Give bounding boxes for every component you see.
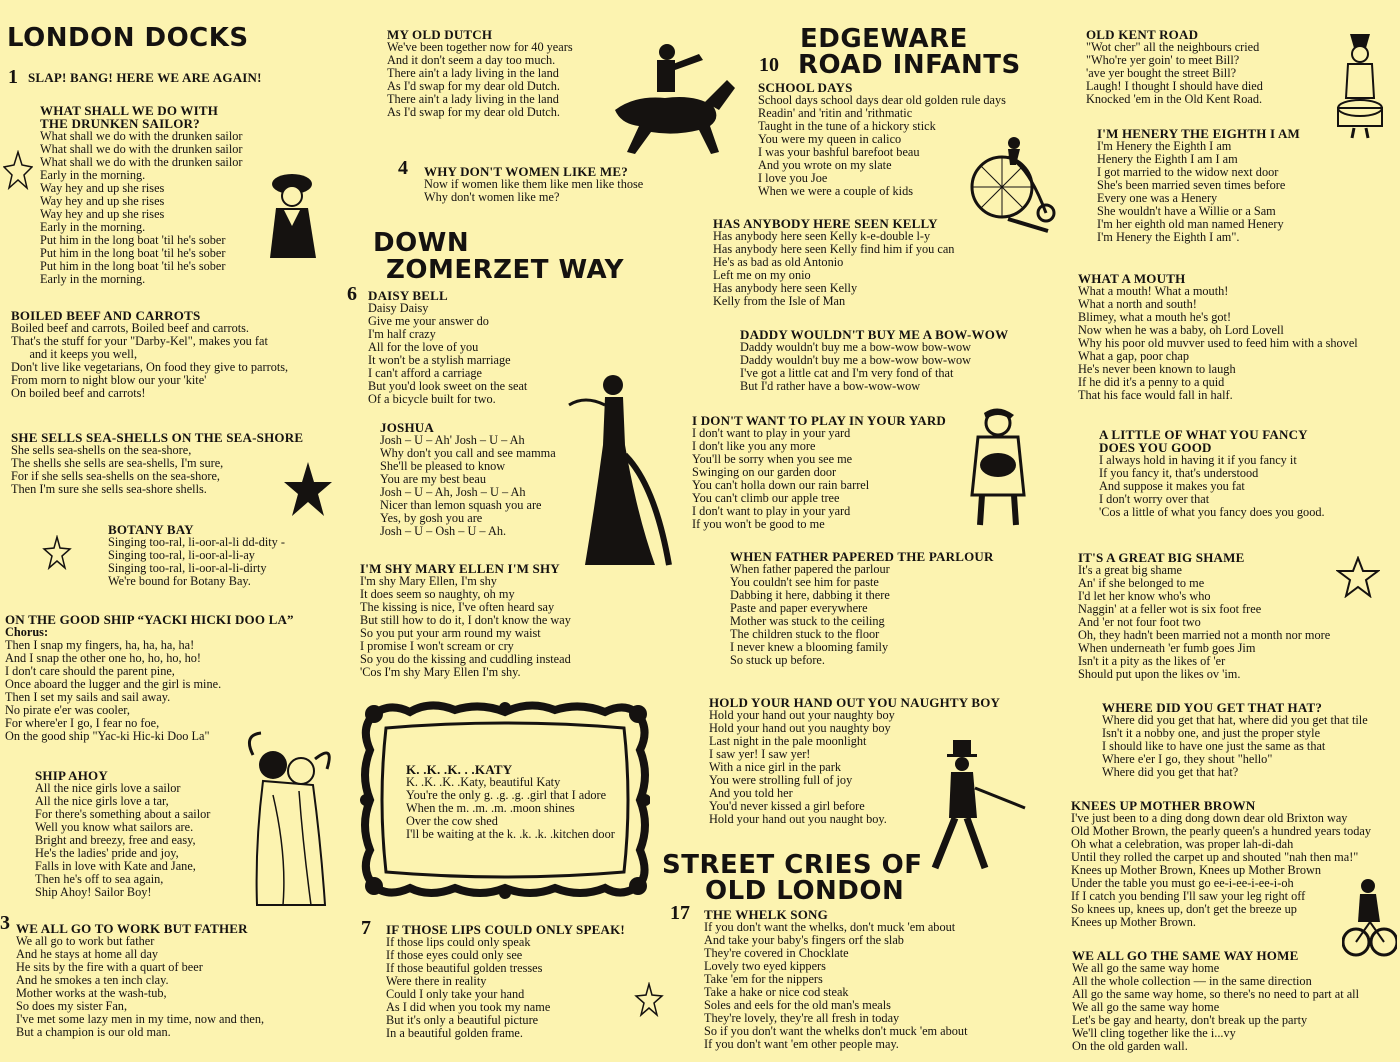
- song-title: HAS ANYBODY HERE SEEN KELLY: [713, 216, 938, 231]
- title-street-cries: STREET CRIES OF: [662, 850, 923, 880]
- lyric-line: All the whole collection — in the same direction: [1072, 974, 1312, 988]
- lyric-line: For where'er I go, I fear no foe,: [5, 716, 160, 730]
- lyric-line: Until they rolled the carpet up and shouted "nah then ma!": [1071, 850, 1359, 864]
- lyric-line: If those lips could only speak: [386, 935, 531, 949]
- lyric-line: All the nice girls love a tar,: [35, 794, 169, 808]
- lyric-line: And it don't seem a day too much.: [387, 53, 556, 67]
- lyric-line: Falls in love with Kate and Jane,: [35, 859, 196, 873]
- lyric-line: 'Cos I'm shy Mary Ellen I'm shy.: [360, 665, 521, 679]
- lyric-line: You can't holla down our rain barrel: [692, 478, 870, 492]
- lyric-line: Now when he was a baby, oh Lord Lovell: [1078, 323, 1284, 337]
- lyric-line: Of a bicycle built for two.: [368, 392, 496, 406]
- lyric-line: It's a great big shame: [1078, 563, 1182, 577]
- song-title: DADDY WOULDN'T BUY ME A BOW-WOW: [740, 327, 1009, 342]
- lyric-line: I don't care should the parent pine,: [5, 664, 175, 678]
- song-same-way: [1072, 949, 1359, 1053]
- song-kent-road: [1086, 28, 1263, 106]
- section-number: 7: [361, 917, 371, 939]
- lyric-line: I saw yer! I saw yer!: [709, 747, 811, 761]
- song-those-lips: [386, 923, 625, 1040]
- chorus-label: Chorus:: [5, 625, 49, 639]
- star-icon: [1336, 556, 1380, 598]
- lyric-line: I got married to the widow next door: [1097, 165, 1279, 179]
- lyric-line: When we were a couple of kids: [758, 184, 914, 198]
- lyric-line: What a mouth! What a mouth!: [1078, 284, 1229, 298]
- lyric-line: I always hold in having it if you fancy it: [1099, 453, 1297, 467]
- lyric-line: "Who're yer goin' to meet Bill?: [1086, 53, 1240, 67]
- song-fancy: [1099, 428, 1325, 519]
- lyric-line: The kissing is nice, I've often heard say: [360, 600, 555, 614]
- song-title: SHE SELLS SEA-SHELLS ON THE SEA-SHORE: [11, 430, 304, 445]
- lyric-line: Every one was a Henery: [1097, 191, 1218, 205]
- lyric-line: But you'd look sweet on the seat: [368, 379, 528, 393]
- lyric-line: Lovely two eyed kippers: [704, 959, 826, 973]
- lyric-line: Dabbing it here, dabbing it there: [730, 588, 890, 602]
- lyric-line: That's the stuff for your "Darby-Kel", makes you fat: [11, 334, 268, 348]
- song-title: THE WHELK SONG: [704, 907, 828, 922]
- song-kelly: [713, 217, 954, 308]
- song-title: JOSHUA: [380, 420, 434, 435]
- song-title: WHEN FATHER PAPERED THE PARLOUR: [730, 549, 994, 564]
- star-icon: [42, 535, 72, 571]
- lyric-line: An' if she belonged to me: [1078, 576, 1205, 590]
- lyric-line: I don't want to play in your yard: [692, 426, 851, 440]
- song-title: WE ALL GO TO WORK BUT FATHER: [16, 921, 248, 936]
- star-icon: [282, 460, 334, 518]
- lyric-line: You'd never kissed a girl before: [709, 799, 865, 813]
- lyric-line: Yes, by gosh you are: [380, 511, 483, 525]
- lyric-line: For if she sells sea-shells on the sea-shore,: [11, 469, 220, 483]
- lyric-line: You're the only g. .g. .g. .girl that I adore: [406, 788, 607, 802]
- lyric-line: I've got a little cat and I'm very fond of that: [740, 366, 954, 380]
- lyric-line: And you wrote on my slate: [758, 158, 892, 172]
- lyric-line: Early in the morning.: [40, 272, 146, 286]
- lyric-line: We all go to work but father: [16, 934, 155, 948]
- lyric-line: Isn't it a nobby one, and just the proper style: [1102, 726, 1321, 740]
- lyric-line: We all go the same way home: [1072, 1000, 1220, 1014]
- lyric-line: Naggin' at a feller wot is six foot free: [1078, 602, 1262, 616]
- title-road-infants: ROAD INFANTS: [798, 50, 1021, 80]
- lyric-line: From morn to night blow our your 'kite': [11, 373, 207, 387]
- lyric-line: But it's only a beautiful picture: [386, 1013, 539, 1027]
- lyric-line: We've been together now for 40 years: [387, 40, 573, 54]
- song-old-dutch: [387, 28, 573, 119]
- lyric-line: For there's something about a sailor: [35, 807, 211, 821]
- lyric-line: Daddy wouldn't buy me a bow-wow bow-wow: [740, 340, 972, 354]
- lyric-line: She wouldn't have a Willie or a Sam: [1097, 204, 1276, 218]
- lyric-line: If you won't be good to me: [692, 517, 825, 531]
- song-title: WHAT SHALL WE DO WITH: [40, 103, 219, 118]
- lyric-line: In a beautiful golden frame.: [386, 1026, 523, 1040]
- song-title: THE DRUNKEN SAILOR?: [40, 116, 200, 131]
- song-title: WHAT A MOUTH: [1078, 271, 1186, 286]
- lyric-line: He sits by the fire with a quart of beer: [16, 960, 203, 974]
- lyric-line: But still how to do it, I don't know the way: [360, 613, 571, 627]
- lyric-line: When the m. .m. .m. .moon shines: [406, 801, 575, 815]
- song-whelk: [704, 908, 967, 1051]
- title-down: DOWN: [373, 228, 470, 258]
- penny-farthing-illustration: [968, 135, 1058, 235]
- lyric-line: The children stuck to the floor: [730, 627, 880, 641]
- song-title: WHY DON'T WOMEN LIKE ME?: [424, 164, 628, 179]
- song-sea-shells: [11, 431, 303, 496]
- song-title: I DON'T WANT TO PLAY IN YOUR YARD: [692, 413, 947, 428]
- lyric-line: Henery the Eighth I am I am: [1097, 152, 1238, 166]
- lyric-line: Why don't you call and see mamma: [380, 446, 556, 460]
- title-edgeware: EDGEWARE: [800, 24, 968, 54]
- song-work-father: [16, 922, 264, 1039]
- song-parlour: [730, 550, 994, 667]
- lyric-line: I've just been to a ding dong down dear old Brixton way: [1071, 811, 1348, 825]
- lyric-line: I've met some lazy men in my time, now and then,: [16, 1012, 265, 1026]
- lyric-line: On boiled beef and carrots!: [11, 386, 146, 400]
- lyric-line: You were strolling full of joy: [709, 773, 853, 787]
- lyric-line: Old Mother Brown, the pearly queen's a hundred years today: [1071, 824, 1371, 838]
- lyric-line: Singing too-ral, li-oor-al-li-dirty: [108, 561, 267, 575]
- lyric-line: I'll be waiting at the k. .k. .k. .kitchen door: [406, 827, 615, 841]
- lyric-line: Last night in the pale moonlight: [709, 734, 867, 748]
- section-number: 6: [347, 283, 357, 305]
- lyric-line: I'm Henery the Eighth I am: [1097, 139, 1232, 153]
- boy-with-puppy-illustration: [958, 405, 1038, 530]
- lyric-line: Don't live like vegetarians, On food they give to parrots,: [11, 360, 289, 374]
- lyric-line: You were my queen in calico: [758, 132, 902, 146]
- lyric-line: When father papered the parlour: [730, 562, 890, 576]
- lyric-line: So does my sister Fan,: [16, 999, 128, 1013]
- song-title: WHERE DID YOU GET THAT HAT?: [1102, 700, 1323, 715]
- lyric-line: I'm half crazy: [368, 327, 436, 341]
- song-title: SLAP! BANG! HERE WE ARE AGAIN!: [28, 70, 262, 85]
- lyric-line: What shall we do with the drunken sailor: [40, 155, 243, 169]
- lyric-line: And he stays at home all day: [16, 947, 159, 961]
- lyric-line: As I'd swap for my dear old Dutch.: [387, 79, 560, 93]
- song-mouth: [1078, 272, 1358, 402]
- lyric-line: On the good ship "Yac-ki Hic-ki Doo La": [5, 729, 210, 743]
- song-joshua: [380, 421, 556, 538]
- lyric-line: If he did it's a penny to a quid: [1078, 375, 1225, 389]
- lyric-line: There ain't a lady living in the land: [387, 92, 559, 106]
- lyric-line: All the nice girls love a sailor: [35, 781, 181, 795]
- song-title: I'M SHY MARY ELLEN I'M SHY: [360, 561, 560, 576]
- lyric-line: We'll cling together like the i...vy: [1072, 1026, 1236, 1040]
- lyric-line: Bright and breezy, free and easy,: [35, 833, 196, 847]
- lyric-line: If you don't want the whelks, don't muck 'em about: [704, 920, 956, 934]
- lyric-line: On the old garden wall.: [1072, 1039, 1188, 1053]
- dandy-man-illustration: [905, 738, 1030, 873]
- lyric-line: What a gap, poor chap: [1078, 349, 1189, 363]
- lyric-line: I can't afford a carriage: [368, 366, 482, 380]
- lyric-line: Josh – U – Ah, Josh – U – Ah: [380, 485, 526, 499]
- lyric-line: If you don't want 'em other people may.: [704, 1037, 899, 1051]
- song-boiled-beef: [11, 309, 288, 400]
- lyric-line: There ain't a lady living in the land: [387, 66, 559, 80]
- lyric-line: He's the ladies' pride and joy,: [35, 846, 179, 860]
- title-zomerzet-way: ZOMERZET WAY: [386, 255, 624, 285]
- song-knees-up: [1071, 799, 1371, 929]
- lyric-line: And suppose it makes you fat: [1099, 479, 1245, 493]
- lyric-line: Daddy wouldn't buy me a bow-wow bow-wow: [740, 353, 972, 367]
- lyric-line: And 'er not four foot two: [1078, 615, 1201, 629]
- lyric-line: Oh, they hadn't been married not a month nor more: [1078, 628, 1331, 642]
- lyric-line: Early in the morning.: [40, 168, 146, 182]
- lyric-line: Soles and eels for the old man's meals: [704, 998, 891, 1012]
- lyric-line: Now if women like them like men like those: [424, 177, 644, 191]
- lyric-line: We all go the same way home: [1072, 961, 1220, 975]
- lyric-line: Josh – U – Osh – U – Ah.: [380, 524, 507, 538]
- section-number: 10: [759, 54, 779, 76]
- lyric-line: Left me on my onio: [713, 268, 811, 282]
- lyric-line: Where e'er I go, they shout "hello": [1102, 752, 1273, 766]
- song-title: MY OLD DUTCH: [387, 27, 493, 42]
- lyric-line: If you fancy it, that's understood: [1099, 466, 1259, 480]
- lyric-line: So you do the kissing and cuddling instead: [360, 652, 571, 666]
- lyric-line: With a nice girl in the park: [709, 760, 841, 774]
- song-title: BOILED BEEF AND CARROTS: [11, 308, 201, 323]
- song-daisy-bell: [368, 289, 527, 406]
- song-title: HOLD YOUR HAND OUT YOU NAUGHTY BOY: [709, 695, 1001, 710]
- lyric-line: Josh – U – Ah' Josh – U – Ah: [380, 433, 525, 447]
- song-katy: [406, 763, 615, 841]
- lyric-line: Take 'em for the nippers: [704, 972, 823, 986]
- section-number: 3: [0, 912, 10, 934]
- title-old-london: OLD LONDON: [705, 876, 905, 906]
- lyric-line: If those eyes could only see: [386, 948, 523, 962]
- song-title: DAISY BELL: [368, 288, 448, 303]
- lyric-line: I don't worry over that: [1099, 492, 1210, 506]
- lyric-line: Once aboard the lugger and the girl is mine.: [5, 677, 222, 691]
- lyric-line: What a north and south!: [1078, 297, 1197, 311]
- lyric-line: "Wot cher" all the neighbours cried: [1086, 40, 1260, 54]
- lyric-line: But a champion is our old man.: [16, 1025, 171, 1039]
- lyric-line: What shall we do with the drunken sailor: [40, 129, 243, 143]
- lyric-line: You'll be sorry when you see me: [692, 452, 853, 466]
- song-slap-bang: [28, 71, 262, 84]
- lyric-line: Early in the morning.: [40, 220, 146, 234]
- lyric-line: Mother was stuck to the ceiling: [730, 614, 885, 628]
- lyric-line: Paste and paper everywhere: [730, 601, 868, 615]
- lyric-line: So stuck up before.: [730, 653, 825, 667]
- lyric-line: Way hey and up she rises: [40, 181, 165, 195]
- lyric-line: I'm Henery the Eighth I am".: [1097, 230, 1240, 244]
- lyric-line: and it keeps you well,: [11, 347, 138, 361]
- lyric-line: Taught in the tune of a hickory stick: [758, 119, 936, 133]
- lyric-line: Then I set my sails and sail away.: [5, 690, 171, 704]
- lyric-line: She's been married seven times before: [1097, 178, 1286, 192]
- lyric-line: I'm shy Mary Ellen, I'm shy: [360, 574, 497, 588]
- song-title: BOTANY BAY: [108, 522, 194, 537]
- lyric-line: Should put upon the likes ov 'im.: [1078, 667, 1241, 681]
- song-title: I'M HENERY THE EIGHTH I AM: [1097, 126, 1301, 141]
- lyric-line: It does seem so naughty, oh my: [360, 587, 515, 601]
- lyric-line: That his face would fall in half.: [1078, 388, 1233, 402]
- lyric-line: So if you don't want the whelks don't muck 'em about: [704, 1024, 968, 1038]
- lyric-line: Were there in reality: [386, 974, 487, 988]
- victorian-lady-illustration: [565, 365, 675, 570]
- trumpeter-horse-illustration: [595, 40, 745, 160]
- lyric-line: And I snap the other one ho, ho, ho, ho!: [5, 651, 202, 665]
- song-title: IF THOSE LIPS COULD ONLY SPEAK!: [386, 922, 625, 937]
- song-bow-wow: [740, 328, 1008, 393]
- lyric-line: 'Cos a little of what you fancy does you good.: [1099, 505, 1325, 519]
- lyric-line: You are my best beau: [380, 472, 486, 486]
- lyric-line: Knees up Mother Brown, Knees up Mother Brown: [1071, 863, 1321, 877]
- song-yard: [692, 414, 946, 531]
- lyric-line: Put him in the long boat 'til he's sober: [40, 233, 226, 247]
- lyric-line: Put him in the long boat 'til he's sober: [40, 259, 226, 273]
- lyric-line: Could I only take your hand: [386, 987, 525, 1001]
- lyric-line: Mother works at the wash-tub,: [16, 986, 167, 1000]
- lyric-line: Has anybody here seen Kelly: [713, 281, 858, 295]
- lyric-line: Knees up Mother Brown.: [1071, 915, 1196, 929]
- star-icon: [634, 982, 664, 1018]
- lyric-line: Boiled beef and carrots, Boiled beef and carrots.: [11, 321, 249, 335]
- lyric-line: Let's be gay and hearty, don't break up the party: [1072, 1013, 1308, 1027]
- lyric-line: You couldn't see him for paste: [730, 575, 879, 589]
- star-icon: [3, 150, 33, 190]
- section-number: 17: [670, 902, 690, 924]
- song-title: ON THE GOOD SHIP “YACKI HICKI DOO LA”: [5, 612, 294, 627]
- lyric-line: He's never been known to laugh: [1078, 362, 1236, 376]
- lyric-line: She'll be pleased to know: [380, 459, 506, 473]
- lyric-line: Hold your hand out your naughty boy: [709, 708, 895, 722]
- lyric-line: But I'd rather have a bow-wow-wow: [740, 379, 921, 393]
- lyric-line: 'ave yer bought the street Bill?: [1086, 66, 1237, 80]
- song-title: K. .K. .K. . .KATY: [406, 762, 513, 777]
- lyric-line: We're bound for Botany Bay.: [108, 574, 251, 588]
- lyric-line: I'm her eighth old man named Henery: [1097, 217, 1284, 231]
- title-london-docks: LONDON DOCKS: [7, 23, 249, 53]
- lyric-line: Singing too-ral, li-oor-al-li-ay: [108, 548, 255, 562]
- girl-on-bicycle-illustration: [1342, 876, 1397, 958]
- lyric-line: Under the table you must go ee-i-ee-i-ee-i-oh: [1071, 876, 1294, 890]
- lyric-line: All for the love of you: [368, 340, 479, 354]
- section-number: 4: [398, 157, 408, 179]
- sailor-boy-illustration: [262, 168, 324, 263]
- lyric-line: Kelly from the Isle of Man: [713, 294, 846, 308]
- lyric-line: Swinging on our garden door: [692, 465, 837, 479]
- song-title: WE ALL GO THE SAME WAY HOME: [1072, 948, 1299, 963]
- song-mary-ellen: [360, 562, 571, 679]
- lyric-line: It won't be a stylish marriage: [368, 353, 511, 367]
- song-title: SHIP AHOY: [35, 768, 108, 783]
- song-title: A LITTLE OF WHAT YOU FANCY: [1099, 427, 1308, 442]
- song-women-like: [424, 165, 643, 204]
- song-hat: [1102, 701, 1368, 779]
- lyric-line: No pirate e'er was cooler,: [5, 703, 130, 717]
- lyric-line: Then he's off to sea again,: [35, 872, 164, 886]
- lyric-line: Put him in the long boat 'til he's sober: [40, 246, 226, 260]
- lyric-line: I never knew a blooming family: [730, 640, 889, 654]
- cupid-couple-illustration: [243, 725, 338, 910]
- song-title: SCHOOL DAYS: [758, 80, 853, 95]
- lyric-line: Give me your answer do: [368, 314, 489, 328]
- lyric-line: Where did you get that hat, where did you get that tile: [1102, 713, 1368, 727]
- lyric-line: And take your baby's fingers orf the slab: [704, 933, 904, 947]
- lyric-line: I should like to have one just the same as that: [1102, 739, 1326, 753]
- lyric-line: They're covered in Chocklate: [704, 946, 849, 960]
- lyric-line: Laugh! I thought I should have died: [1086, 79, 1263, 93]
- lyric-line: Oh what a celebration, was proper lah-di-dah: [1071, 837, 1294, 851]
- lyric-line: K. .K. .K. .Katy, beautiful Katy: [406, 775, 561, 789]
- lyric-line: If those beautiful golden tresses: [386, 961, 543, 975]
- lyric-line: What shall we do with the drunken sailor: [40, 142, 243, 156]
- lyric-line: You can't climb our apple tree: [692, 491, 840, 505]
- lyric-line: Readin' and 'ritin and 'rithmatic: [758, 106, 913, 120]
- lyric-line: Has anybody here seen Kelly find him if you can: [713, 242, 955, 256]
- section-number: 1: [8, 66, 18, 88]
- lyric-line: I was your bashful barefoot beau: [758, 145, 920, 159]
- lyric-line: Daisy Daisy: [368, 301, 429, 315]
- lyric-line: I don't like you any more: [692, 439, 816, 453]
- lyric-line: Singing too-ral, li-oor-al-li dd-dity -: [108, 535, 286, 549]
- song-title: KNEES UP MOTHER BROWN: [1071, 798, 1256, 813]
- lyric-line: And you told her: [709, 786, 793, 800]
- lyric-line: All go the same way home, so there's no need to part at all: [1072, 987, 1360, 1001]
- lyric-line: They're lovely, they're all fresh in today: [704, 1011, 900, 1025]
- lyric-line: Blimey, what a mouth he's got!: [1078, 310, 1232, 324]
- lyric-line: So knees up, knees up, don't get the breeze up: [1071, 902, 1297, 916]
- lyric-line: Knocked 'em in the Old Kent Road.: [1086, 92, 1263, 106]
- song-title: OLD KENT ROAD: [1086, 27, 1199, 42]
- song-ship-ahoy: [35, 769, 210, 899]
- lyric-line: School days school days dear old golden rule days: [758, 93, 1006, 107]
- lyric-line: And he smokes a ten inch clay.: [16, 973, 169, 987]
- song-good-ship: [5, 613, 294, 743]
- lyric-line: Well you know what sailors are.: [35, 820, 194, 834]
- lyric-line: I'd let her know who's who: [1078, 589, 1211, 603]
- lyric-line: Isn't it a pity as the likes of 'er: [1078, 654, 1226, 668]
- lyric-line: When underneath 'er fumb goes Jim: [1078, 641, 1256, 655]
- song-botany-bay: [108, 523, 285, 588]
- lyric-line: Has anybody here seen Kelly k-e-double l-y: [713, 229, 931, 243]
- lyric-line: Ship Ahoy! Sailor Boy!: [35, 885, 152, 899]
- lyric-line: Way hey and up she rises: [40, 194, 165, 208]
- lyric-line: As I'd swap for my dear old Dutch.: [387, 105, 560, 119]
- lyric-line: As I did when you took my name: [386, 1000, 551, 1014]
- lyric-line: Take a hake or nice cod steak: [704, 985, 849, 999]
- drummer-boy-illustration: [1330, 28, 1390, 140]
- lyric-line: Then I'm sure she sells sea-shore shells.: [11, 482, 207, 496]
- song-title: IT'S A GREAT BIG SHAME: [1078, 550, 1245, 565]
- lyric-line: Nicer than lemon squash you are: [380, 498, 542, 512]
- song-title: DOES YOU GOOD: [1099, 440, 1212, 455]
- lyric-line: So you put your arm round my waist: [360, 626, 541, 640]
- lyric-line: Hold your hand out you naught boy.: [709, 812, 887, 826]
- lyric-line: Over the cow shed: [406, 814, 498, 828]
- song-drunken-sailor: [40, 104, 243, 286]
- song-henery: [1097, 127, 1300, 244]
- lyric-line: If I catch you bending I'll saw your leg right off: [1071, 889, 1306, 903]
- lyric-line: I promise I won't scream or cry: [360, 639, 514, 653]
- lyric-line: Hold your hand out you naughty boy: [709, 721, 891, 735]
- lyric-line: I don't want to play in your yard: [692, 504, 851, 518]
- lyric-line: I love you Joe: [758, 171, 828, 185]
- lyric-line: Where did you get that hat?: [1102, 765, 1239, 779]
- lyric-line: Why his poor old muvver used to feed him with a shovel: [1078, 336, 1358, 350]
- lyric-line: Then I snap my fingers, ha, ha, ha, ha!: [5, 638, 195, 652]
- lyric-line: He's as bad as old Antonio: [713, 255, 844, 269]
- lyric-line: Why don't women like me?: [424, 190, 560, 204]
- song-shame: [1078, 551, 1330, 681]
- lyric-line: She sells sea-shells on the sea-shore,: [11, 443, 192, 457]
- lyric-line: The shells she sells are sea-shells, I'm sure,: [11, 456, 224, 470]
- lyric-line: Way hey and up she rises: [40, 207, 165, 221]
